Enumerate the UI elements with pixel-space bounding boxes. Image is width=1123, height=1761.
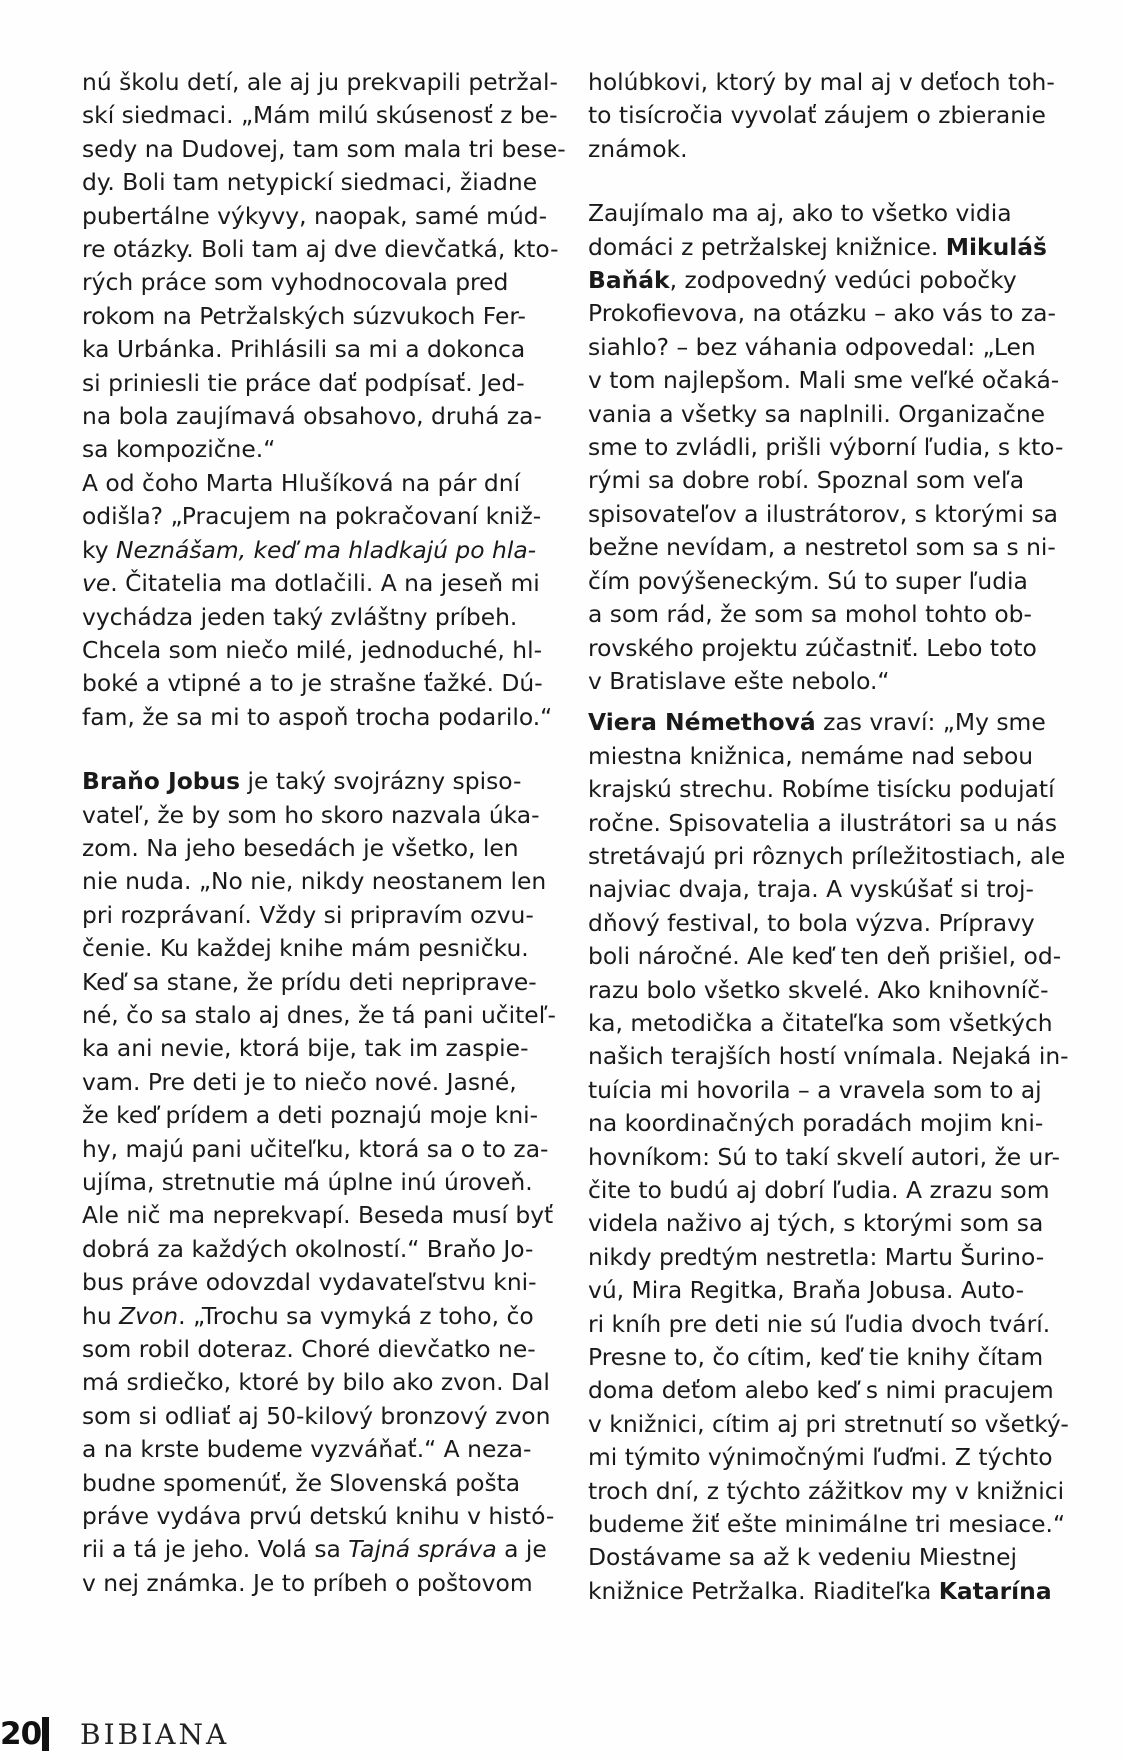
text-line: budeme žiť ešte minimálne tri mesiace.“ [588, 1510, 1066, 1539]
text-line: siahlo? – bez váhania odpovedal: „Len [588, 332, 1036, 361]
text-line [82, 1533, 547, 1566]
text-line: hy, majú pani učiteľku, ktorá sa o to za- [82, 1134, 549, 1163]
text-line: rokom na Petržalských súzvukoch Fer- [82, 301, 526, 330]
text-line: ka Urbánka. Prihlásili sa mi a dokonca [82, 335, 526, 364]
text-line: odišla? „Pracujem na pokračovaní kniž- [82, 502, 542, 531]
book-title: Neznášam, keď ma hladkajú po hla- [116, 535, 537, 564]
text-line [82, 567, 542, 600]
text-line: Keď sa stane, že prídu deti nepriprave- [82, 967, 537, 996]
text-line [588, 1575, 1080, 1608]
text-line: hovníkom: Sú to takí skvelí autori, že ur- [588, 1142, 1060, 1171]
text-run: hu [82, 1301, 120, 1330]
person-name: Viera Némethová [588, 708, 816, 737]
person-name: Katarína [938, 1576, 1052, 1605]
text-line: a som rád, že som sa mohol tohto ob- [588, 600, 1032, 629]
text-line: troch dní, z týchto zážitkov my v knižnici [588, 1476, 1065, 1505]
text-line: nie nuda. „No nie, nikdy neostanem len [82, 867, 547, 896]
left-column [82, 66, 566, 1600]
text-run: . „Trochu sa vymyká z toho, čo [178, 1301, 534, 1330]
right-column [588, 66, 1080, 1608]
text-run: rii a tá je jeho. Volá sa [82, 1535, 349, 1564]
text-line: čite to budú aj dobrí ľudia. A zrazu som [588, 1176, 1050, 1204]
text-line: boli náročné. Ale keď ten deň prišiel, od- [588, 942, 1062, 971]
paragraph-group-4 [588, 740, 1080, 1575]
text-line [82, 534, 542, 567]
text-run: a je [496, 1535, 547, 1564]
text-line [82, 765, 542, 798]
text-line: Ale nič ma neprekvapí. Beseda musí byť [82, 1201, 554, 1230]
text-line: vateľ, že by som ho skoro nazvala úka- [82, 800, 540, 829]
text-run: knižnice Petržalka. Riaditeľka [588, 1576, 939, 1605]
text-line: práve vydáva prvú detskú knihu v histó- [82, 1502, 555, 1531]
text-line: boké a vtipné a to je strašne ťažké. Dú- [82, 669, 543, 698]
text-run: , zodpovedný vedúci pobočky [669, 266, 1017, 295]
page-footer [0, 1716, 400, 1756]
text-line: ri kníh pre deti nie sú ľudia dvoch tvárí. [588, 1309, 1051, 1338]
text-line: sa kompozične.“ [82, 435, 276, 464]
text-run: . Čitatelia ma dotlačili. A na jeseň mi [110, 569, 540, 598]
text-line: v Bratislave ešte nebolo.“ [588, 666, 890, 695]
text-line: v nej známka. Je to príbeh o poštovom [82, 1568, 533, 1597]
text-line: pri rozprávaní. Vždy si pripravím ozvu- [82, 900, 534, 929]
paragraph-group-2 [588, 197, 1080, 230]
text-line: mi týmito výnimočnými ľuďmi. Z týchto [588, 1443, 1053, 1472]
text-line: na koordinačných poradách mojim kni- [588, 1109, 1044, 1138]
text-line: doma deťom alebo keď s nimi pracujem [588, 1376, 1054, 1405]
text-line: ročne. Spisovatelia a ilustrátori sa u nás [588, 808, 1058, 837]
text-line: dobrá za každých okolností.“ Braňo Jo- [82, 1234, 534, 1263]
text-line: razu bolo všetko skvelé. Ako knihovníč- [588, 975, 1049, 1004]
text-line: som si odliať aj 50-kilový bronzový zvon [82, 1401, 551, 1430]
text-line: fam, že sa mi to aspoň trocha podarilo.“ [82, 702, 553, 731]
paragraph-group-4 [82, 1333, 555, 1533]
text-line: dňový festival, to bola výzva. Prípravy [588, 908, 1035, 937]
text-line: v tom najlepšom. Mali sme veľké očaká- [588, 366, 1060, 395]
paragraph-group-1 [588, 66, 1080, 166]
page-number: 20 [0, 1716, 42, 1752]
text-line: re otázky. Boli tam aj dve dievčatká, kto- [82, 235, 559, 264]
paragraph-group-3 [82, 799, 556, 1300]
text-line [82, 1300, 542, 1333]
text-line: rými sa dobre robí. Spoznal som veľa [588, 466, 1025, 495]
person-name: Baňák [588, 266, 670, 295]
text-line: nikdy predtým nestretla: Martu Šurino- [588, 1242, 1045, 1271]
text-line: A od čoho Marta Hlušíková na pár dní [82, 468, 521, 497]
text-line: čenie. Ku každej knihe mám pesničku. [82, 934, 529, 963]
text-line [588, 231, 1080, 264]
text-line: má srdiečko, ktoré by bilo ako zvon. Dal [82, 1368, 550, 1397]
text-run: ky [82, 535, 116, 564]
book-title: Zvon [119, 1301, 179, 1330]
text-line: krajskú strechu. Robíme tisícku podujatí [588, 775, 1055, 804]
text-line: vania a všetky sa naplnili. Organizačne [588, 399, 1046, 428]
text-line: ujíma, stretnutie má úplne inú úroveň. [82, 1168, 533, 1196]
text-line: dy. Boli tam netypickí siedmaci, žiadne [82, 168, 538, 197]
text-line: Dostávame sa až k vedeniu Miestnej [588, 1543, 1017, 1572]
text-line: bus práve odovzdal vydavateľstvu kni- [82, 1268, 537, 1297]
text-line: Presne to, čo cítim, keď tie knihy čítam [588, 1343, 1044, 1372]
text-line: ka ani nevie, ktorá bije, tak im zaspie- [82, 1034, 529, 1063]
text-line: holúbkovi, ktorý by mal aj v deťoch toh- [588, 68, 1055, 96]
text-line: sedy na Dudovej, tam som mala tri bese- [82, 134, 566, 163]
text-line: rovského projektu zúčastniť. Lebo toto [588, 633, 1037, 662]
text-run: zas vraví: „My sme [815, 708, 1046, 737]
paragraph-group-2 [82, 601, 553, 735]
text-line: si priniesli tie práce dať podpísať. Jed- [82, 368, 525, 397]
paragraph-group-3 [588, 297, 1080, 698]
text-line: som robil doteraz. Choré dievčatko ne- [82, 1335, 536, 1364]
text-line: videla naživo aj tých, s ktorými som sa [588, 1209, 1044, 1238]
magazine-title: BIBIANA [80, 1718, 230, 1751]
text-line: v knižnici, cítim aj pri stretnutí so všetký- [588, 1409, 1069, 1438]
text-line: vychádza jeden taký zvláštny príbeh. [82, 602, 518, 631]
text-line: rých práce som vyhodnocovala pred [82, 268, 509, 297]
text-line: zom. Na jeho besedách je všetko, len [82, 833, 519, 862]
text-run: domáci z petržalskej knižnice. [588, 232, 946, 261]
text-line: Prokofievova, na otázku – ako vás to za- [588, 299, 1056, 328]
author-name: Braňo Jobus [82, 767, 241, 796]
text-line: čím povýšeneckým. Sú to super ľudia [588, 566, 1028, 595]
text-line: nú školu detí, ale aj ju prekvapili petržal- [82, 68, 558, 96]
text-line: Chcela som niečo milé, jednoduché, hl- [82, 635, 543, 664]
text-line: známok. [588, 134, 688, 163]
text-line: Zaujímalo ma aj, ako to všetko vidia [588, 199, 1012, 228]
text-line: a na krste budeme vyzváňať.“ A neza- [82, 1435, 532, 1464]
text-line: skí siedmaci. „Mám milú skúsenosť z be- [82, 101, 558, 130]
book-title: Tajná správa [348, 1535, 497, 1564]
folio-divider [42, 1717, 49, 1751]
text-line: ka, metodička a čitateľka som všetkých [588, 1008, 1053, 1037]
text-line: budne spomenúť, že Slovenská pošta [82, 1468, 521, 1497]
text-line: na bola zaujímavá obsahovo, druhá za- [82, 402, 542, 431]
text-line: vú, Mira Regitka, Braňa Jobusa. Auto- [588, 1276, 1025, 1305]
text-line [588, 264, 1080, 297]
paragraph-group-1 [82, 66, 566, 534]
text-line: miestna knižnica, nemáme nad sebou [588, 741, 1034, 770]
text-line: stretávajú pri rôznych príležitostiach, ale [588, 841, 1066, 870]
text-line: že keď prídem a deti poznajú moje kni- [82, 1101, 539, 1130]
text-line: to tisícročia vyvolať záujem o zbieranie [588, 101, 1046, 130]
text-line: najviac dvaja, traja. A vyskúšať si troj- [588, 875, 1034, 904]
text-line: bežne nevídam, a nestretol som sa s ni- [588, 533, 1056, 562]
book-title: ve [82, 569, 111, 598]
text-line: spisovateľov a ilustrátorov, s ktorými sa [588, 499, 1058, 528]
text-line: našich terajších hostí vnímala. Nejaká in- [588, 1042, 1069, 1071]
text-run: je taký svojrázny spiso- [240, 767, 522, 796]
text-line: pubertálne výkyvy, naopak, samé múd- [82, 201, 548, 230]
text-line [588, 706, 1080, 739]
text-line: tuícia mi hovorila – a vravela som to aj [588, 1075, 1042, 1104]
person-name: Mikuláš [945, 232, 1047, 261]
text-line: sme to zvládli, prišli výborní ľudia, s kto- [588, 433, 1064, 462]
text-line: né, čo sa stalo aj dnes, že tá pani učiteľ- [82, 1000, 556, 1029]
text-line: vam. Pre deti je to niečo nové. Jasné, [82, 1067, 517, 1096]
